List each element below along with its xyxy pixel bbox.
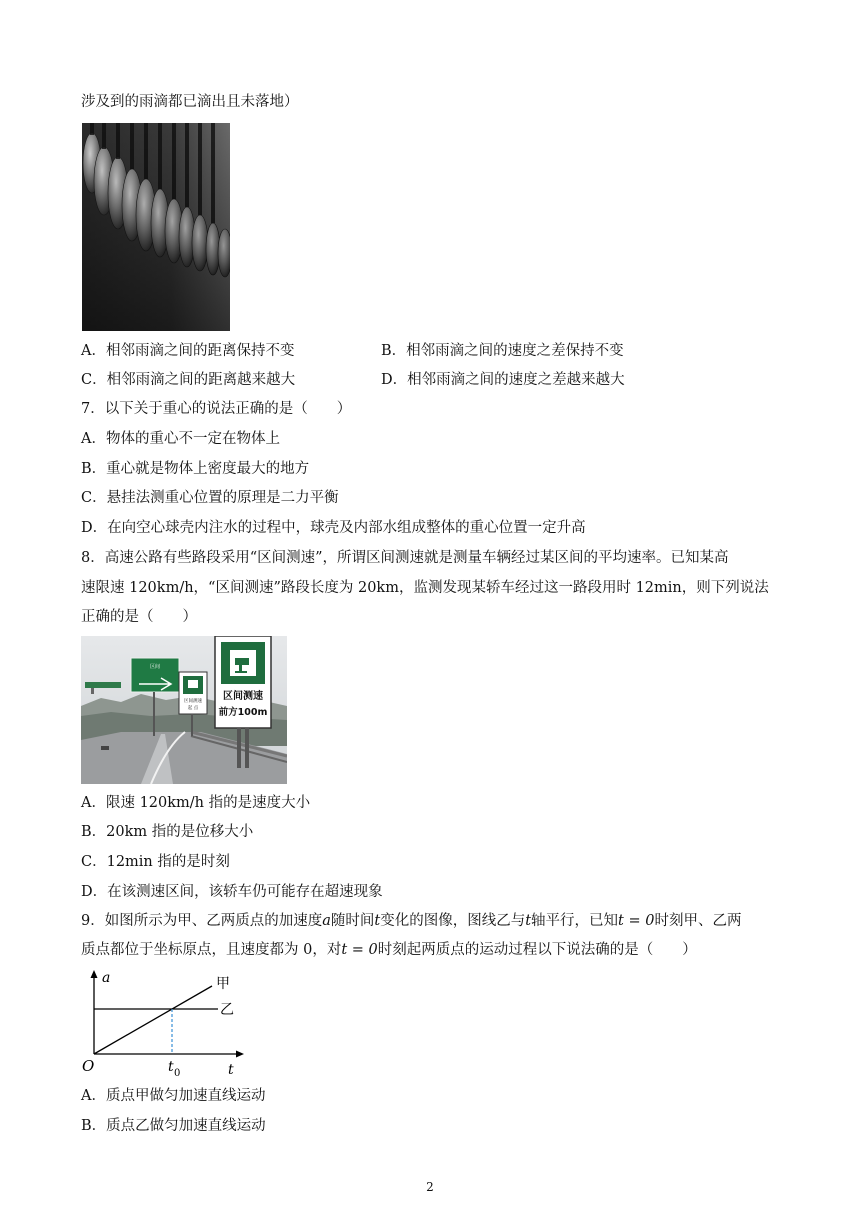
q7-option-d: D．在向空心球壳内注水的过程中，球壳及内部水组成整体的重心位置一定升高 (81, 520, 586, 536)
acceleration-time-graph (78, 968, 248, 1080)
q8-stem-line-1: 8．高速公路有些路段采用“区间测速”，所谓区间测速就是测量车辆经过某区间的平均速率。已知某高 (81, 550, 729, 566)
equation-t-zero: t = 0 (618, 913, 655, 929)
var-t: t (374, 913, 381, 929)
q6-option-d: D．相邻雨滴之间的速度之差越来越大 (381, 372, 625, 388)
q8-option-b: B．20km 指的是位移大小 (81, 824, 254, 840)
origin-label: O (82, 1057, 95, 1075)
small-sign-text-2: 起 点 (187, 706, 199, 711)
q9-option-a: A．质点甲做匀加速直线运动 (81, 1088, 266, 1104)
var-a: a (322, 913, 331, 929)
q9-stem-part: 轴平行，已知 (531, 913, 619, 929)
continuation-text: 涉及到的雨滴都已滴出且未落地） (81, 94, 299, 110)
q9-stem-part: 变化的图像，图线乙与 (380, 913, 526, 929)
q9-option-b: B．质点乙做匀加速直线运动 (81, 1118, 266, 1134)
q9-stem-part: 随时间 (330, 913, 375, 929)
q6-option-b: B．相邻雨滴之间的速度之差保持不变 (381, 343, 624, 359)
t0-label: t (168, 1059, 174, 1075)
q7-stem: 7．以下关于重心的说法正确的是（ ） (81, 401, 352, 417)
q6-option-a: A．相邻雨滴之间的距离保持不变 (81, 343, 295, 359)
q8-option-c: C．12min 指的是时刻 (81, 854, 230, 870)
q9-stem-part: 时刻甲、乙两 (654, 913, 742, 929)
big-sign-line-1: 区间测速 (223, 691, 263, 702)
q9-stem-line-1 (81, 911, 741, 931)
small-sign-text: 区间测速 (184, 699, 202, 704)
q9-stem-part: 时刻起两质点的运动过程以下说法确的是（ ） (377, 942, 697, 958)
label-jia: 甲 (216, 976, 230, 992)
svg-text:区间: 区间 (149, 664, 161, 670)
highway-photo (81, 636, 287, 784)
q6-option-c: C．相邻雨滴之间的距离越来越大 (81, 372, 296, 388)
raindrops-photo (82, 123, 230, 331)
axis-label-a: a (102, 970, 111, 986)
axis-label-t: t (228, 1062, 234, 1078)
q9-stem-line-2 (81, 940, 697, 960)
q7-option-c: C．悬挂法测重心位置的原理是二力平衡 (81, 490, 339, 506)
q9-stem-part: 9．如图所示为甲、乙两质点的加速度 (81, 913, 323, 929)
label-yi: 乙 (220, 1002, 234, 1018)
var-t: t (525, 913, 532, 929)
big-sign-line-2: 前方100m (218, 707, 268, 718)
q8-stem-line-2: 速限速 120km/h，“区间测速”路段长度为 20km，监测发现某轿车经过这一路段用时 12min，则下列说法 (81, 580, 769, 596)
q7-option-b: B．重心就是物体上密度最大的地方 (81, 461, 310, 477)
q8-option-d: D．在该测速区间，该轿车仍可能存在超速现象 (81, 884, 383, 900)
equation-t-zero: t = 0 (341, 942, 378, 958)
q7-option-a: A．物体的重心不一定在物体上 (81, 431, 280, 447)
q9-stem-part: 质点都位于坐标原点，且速度都为 0，对 (81, 942, 342, 958)
line-jia (94, 986, 212, 1054)
q8-stem-line-3: 正确的是（ ） (81, 609, 197, 625)
page-number: 2 (426, 1180, 434, 1194)
t0-subscript: 0 (174, 1068, 181, 1079)
q8-option-a: A．限速 120km/h 指的是速度大小 (81, 795, 311, 811)
